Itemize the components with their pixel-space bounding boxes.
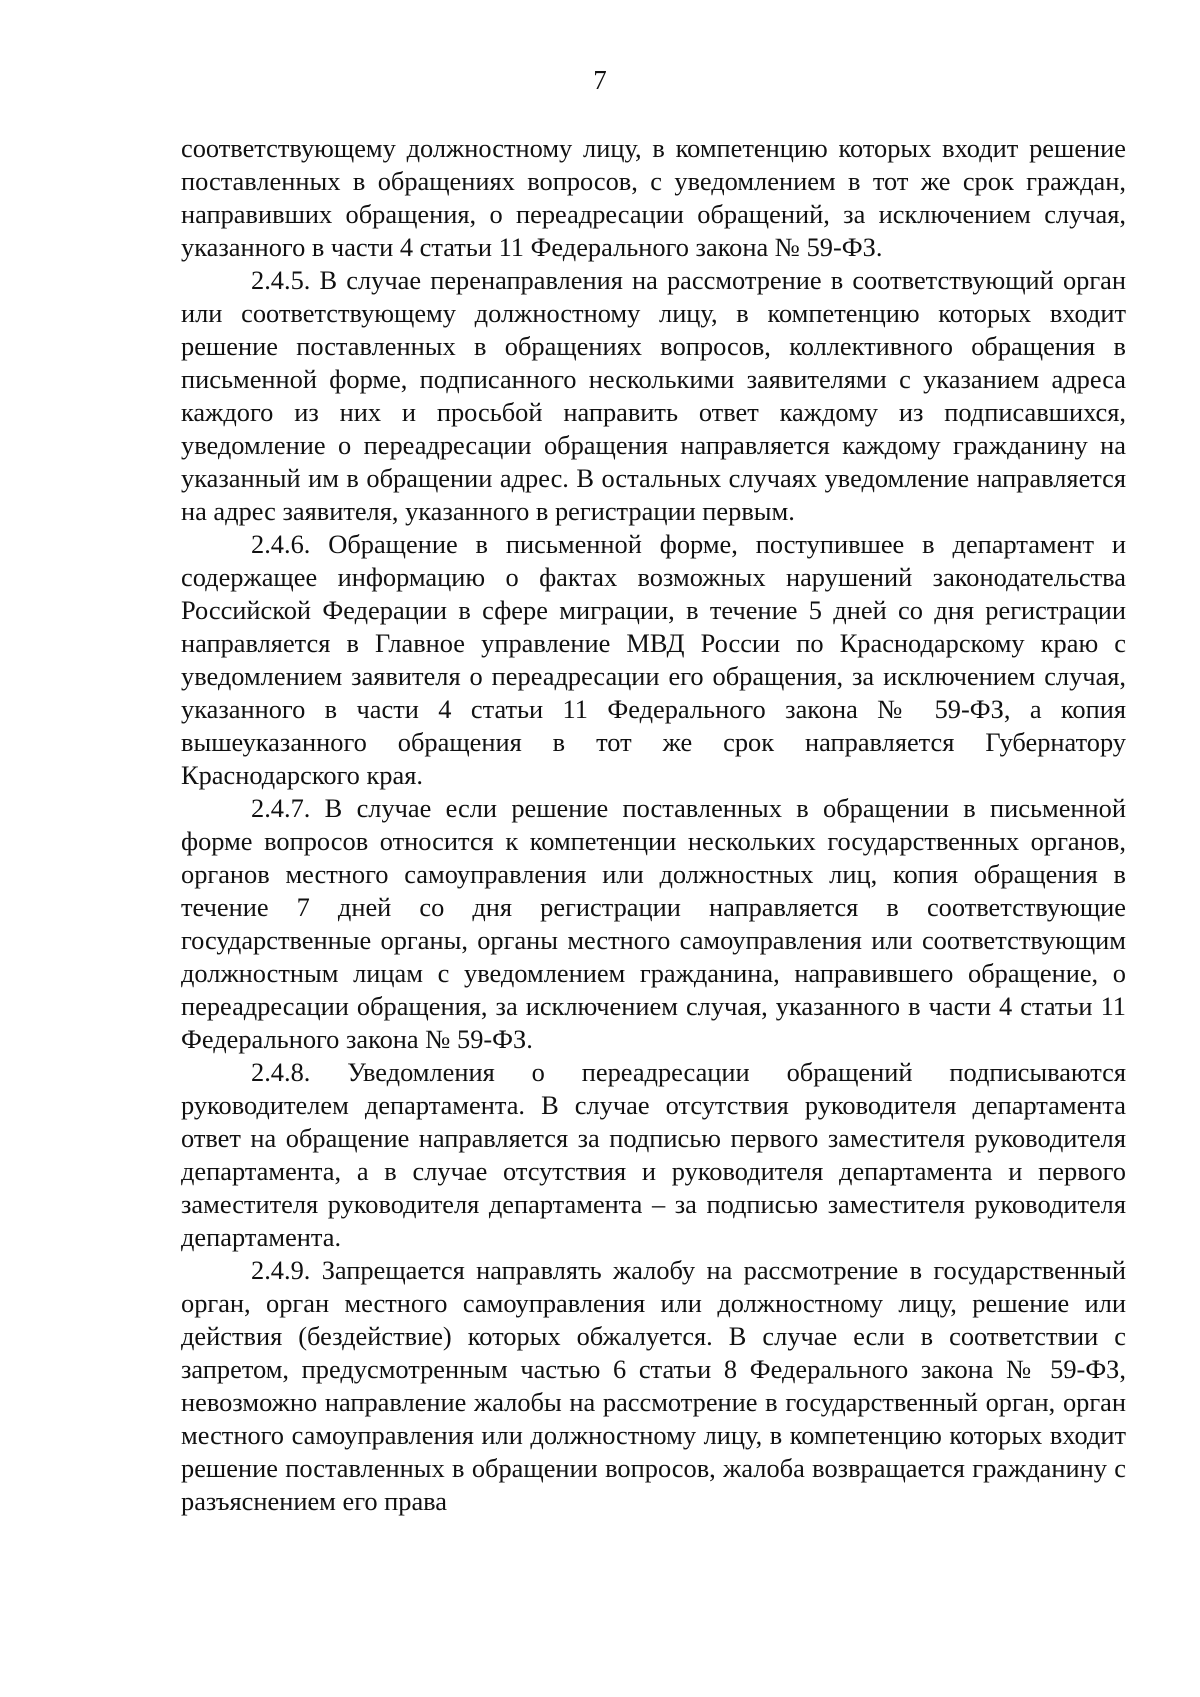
paragraph-2-4-6: 2.4.6. Обращение в письменной форме, поступившее в департамент и содержащее информацию о фактах возможных нарушений законодательства Российской Федерации в сфере миграции, в течение 5 дней со дня регистрации направляется в Главное управление МВД России по Краснодарскому краю с уведомлением заявителя о переадресации его обращения, за исключением случая, указанного в части 4 статьи 11 Федерального закона № 59-ФЗ, а копия вышеуказанного обращения в тот же срок направляется Губернатору Краснодарского края. [181, 529, 1126, 790]
paragraph-2-4-7: 2.4.7. В случае если решение поставленных в обращении в письменной форме вопросов относится к компетенции нескольких государственных органов, органов местного самоуправления или должностных лиц, копия обращения в течение 7 дней со дня регистрации направляется в соответствующие государственные органы, органы местного самоуправления или соответствующим должностным лицам с уведомлением гражданина, направившего обращение, о переадресации обращения, за исключением случая, указанного в части 4 статьи 11 Федерального закона № 59-ФЗ. [181, 793, 1126, 1054]
document-body [181, 132, 1126, 1518]
paragraph-2-4-9: 2.4.9. Запрещается направлять жалобу на рассмотрение в государственный орган, орган местного самоуправления или должностному лицу, решение или действия (бездействие) которых обжалуется. В случае если в соответствии с запретом, предусмотренным частью 6 статьи 8 Федерального закона № 59-ФЗ, невозможно направление жалобы на рассмотрение в государственный орган, орган местного самоуправления или должностному лицу, в компетенцию которых входит решение поставленных в обращении вопросов, жалоба возвращается гражданину с разъяснением его права [181, 1255, 1126, 1516]
page-number: 7 [593, 65, 607, 95]
paragraph-2-4-8: 2.4.8. Уведомления о переадресации обращений подписываются руководителем департамента. В случае отсутствия руководителя департамента ответ на обращение направляется за подписью первого заместителя руководителя департамента, а в случае отсутствия и руководителя департамента и первого заместителя руководителя департамента – за подписью заместителя руководителя департамента. [181, 1057, 1126, 1252]
paragraph-2-4-5: 2.4.5. В случае перенаправления на рассмотрение в соответствующий орган или соответствующему должностному лицу, в компетенцию которых входит решение поставленных в обращениях вопросов, коллективного обращения в письменной форме, подписанного несколькими заявителями с указанием адреса каждого из них и просьбой направить ответ каждому из подписавшихся, уведомление о переадресации обращения направляется каждому гражданину на указанный им в обращении адрес. В остальных случаях уведомление направляется на адрес заявителя, указанного в регистрации первым. [181, 265, 1126, 526]
paragraph-continuation: соответствующему должностному лицу, в компетенцию которых входит решение поставленных в обращениях вопросов, с уведомлением в тот же срок граждан, направивших обращения, о переадресации обращений, за исключением случая, указанного в части 4 статьи 11 Федерального закона № 59-ФЗ. [181, 133, 1126, 262]
